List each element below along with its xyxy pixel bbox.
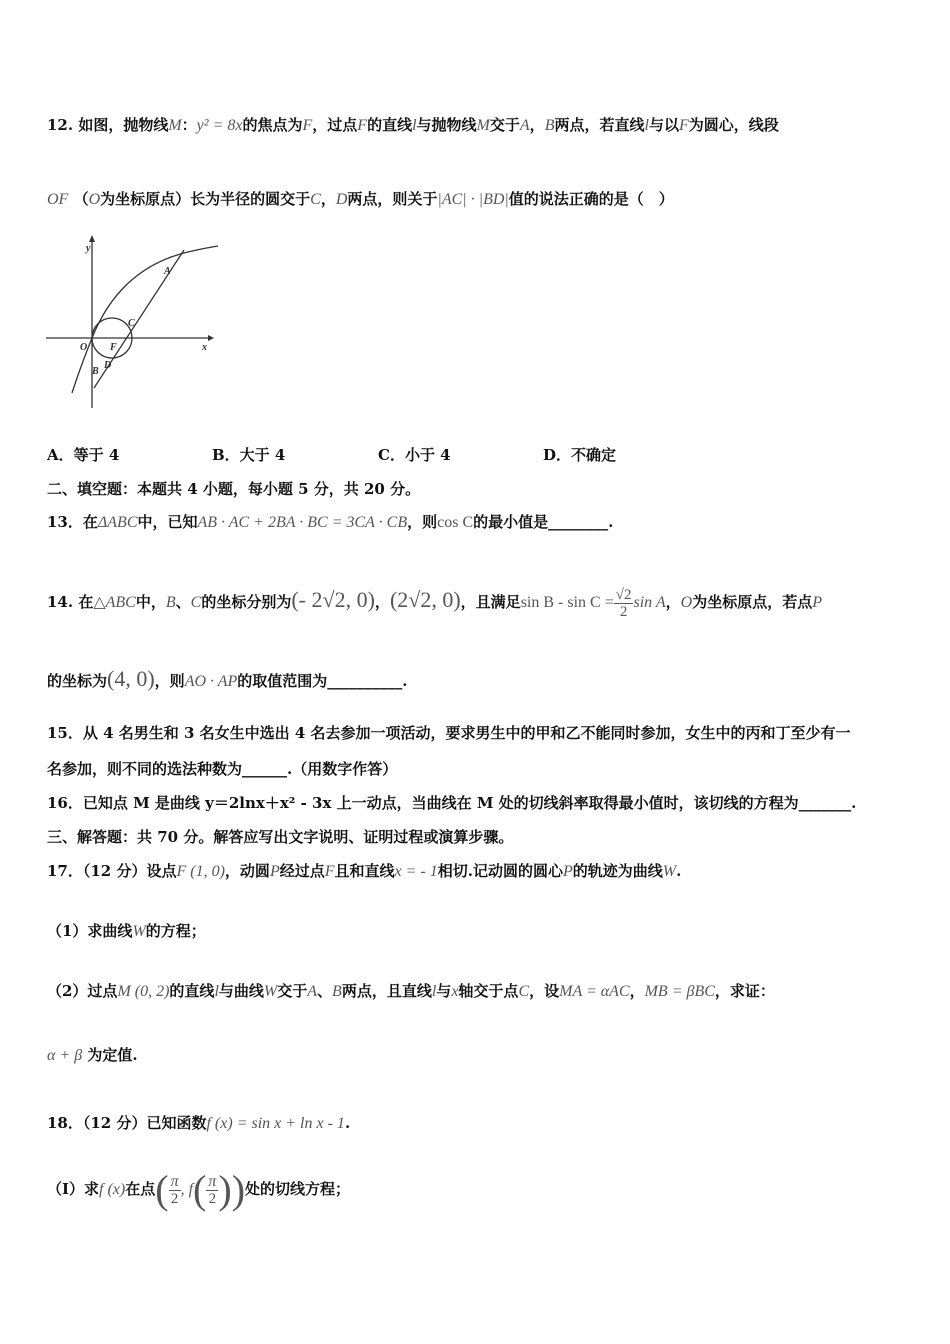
q17-part2: （2）过点M (0, 2)的直线l与曲线W交于A、B两点，且直线l与x轴交于点C，设MA = αAC，MB = βBC，求证：: [47, 982, 775, 1000]
q18-line: 18．（12 分）已知函数f (x) = sin x + ln x - 1.: [47, 1114, 351, 1132]
option-a: A．等于 4: [47, 446, 120, 464]
q17-line: 17．（12 分）设点F (1, 0)，动圆P经过点F且和直线x = - 1相切.记动圆的圆心P的轨迹为曲线W.: [47, 862, 682, 880]
x-axis-arrow-icon: [208, 335, 214, 341]
label-y: y: [86, 243, 91, 254]
y-axis-arrow-icon: [89, 235, 95, 242]
q12-line1: 12. 如图，抛物线M：y² = 8x的焦点为F，过点F的直线l与抛物线M交于A，B两点，若直线l与以F为圆心，线段: [47, 116, 779, 134]
q15-line2: 名参加，则不同的选法种数为______.（用数字作答）: [47, 760, 398, 778]
pi-over-2-fraction: $\frac{\pi}{2}$: [170, 1172, 179, 1207]
q17-part1: （1）求曲线W的方程；: [47, 922, 206, 940]
parabola-tail: [188, 246, 218, 252]
parabola-figure: [40, 228, 220, 413]
option-c: C．小于 4: [378, 446, 451, 464]
option-b: B．大于 4: [212, 446, 286, 464]
section3-heading: 三、解答题：共 70 分。解答应写出文字说明、证明过程或演算步骤。: [47, 828, 514, 846]
q14-line1: 14. 在△ABC中，B、C的坐标分别为(- 2√2, 0)，(2√2, 0)，且满足sin B - sin C = $\frac{√2}{2}$ sin A，O为坐标原点，若点P: [47, 586, 822, 620]
label-x: x: [202, 342, 207, 353]
q15-line1: 15．从 4 名男生和 3 名女生中选出 4 名去参加一项活动，要求男生中的甲和乙不能同时参加，女生中的丙和丁至少有一: [47, 724, 851, 742]
pi-over-2-fraction-2: $\frac{\pi}{2}$: [208, 1172, 217, 1207]
label-c: C: [128, 318, 135, 329]
q14-line2: 的坐标为(4, 0)，则AO · AP的取值范围为__________.: [47, 666, 408, 691]
q16-line: 16．已知点 M 是曲线 y＝2lnx＋x² - 3x 上一动点，当曲线在 M 处的切线斜率取得最小值时，该切线的方程为_______.: [47, 794, 857, 812]
q17-part2-cont: α + β 为定值.: [47, 1046, 138, 1064]
label-b: B: [92, 366, 99, 377]
q13-line: 13．在ΔABC中，已知AB · AC + 2BA · BC = 3CA · CB，则cos C的最小值是________.: [47, 513, 614, 531]
option-d: D．不确定: [543, 446, 617, 464]
q18-part1: （Ⅰ）求f (x)在点( $\frac{\pi}{2}$ , f( $\frac{\pi}{2}$ ))处的切线方程；: [47, 1167, 351, 1212]
sqrt2-over-2-fraction: $\frac{√2}{2}$: [615, 586, 632, 620]
q12-line2: OF （O为坐标原点）长为半径的圆交于C，D两点，则关于|AC| · |BD|值的说法正确的是（ ）: [47, 190, 674, 208]
label-o: O: [80, 342, 88, 353]
label-f: F: [110, 342, 117, 353]
section2-heading: 二、填空题：本题共 4 小题，每小题 5 分，共 20 分。: [47, 480, 421, 498]
label-a: A: [164, 266, 171, 277]
label-d: D: [104, 360, 112, 371]
